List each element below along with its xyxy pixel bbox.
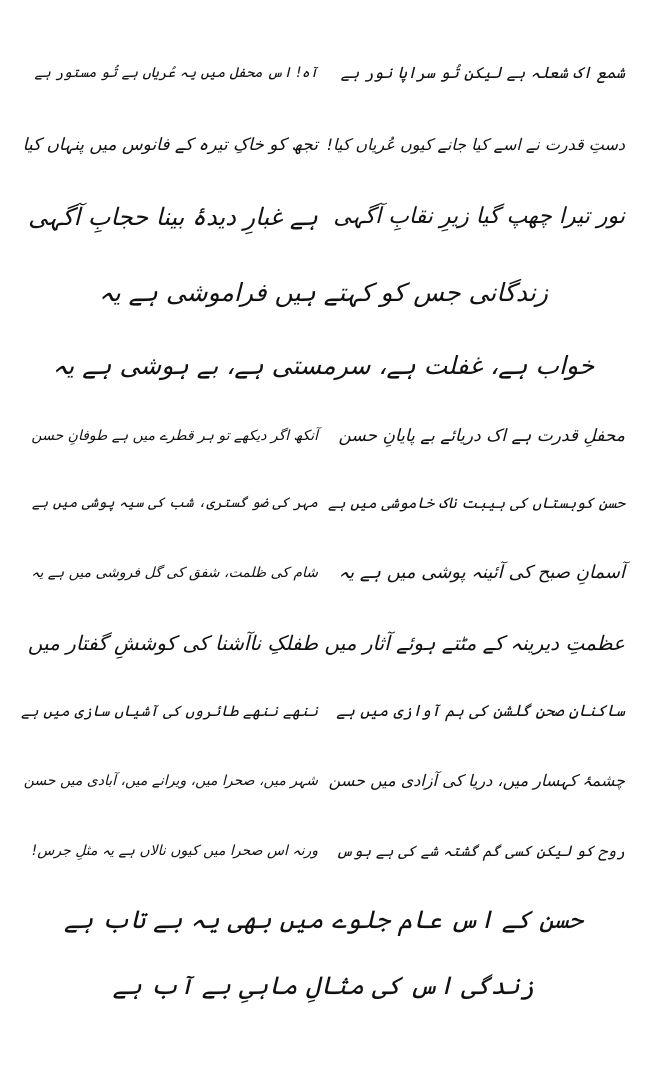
verse-line: دستِ قدرت نے اسے کیا جانے کیوں عُریاں کیا!	[326, 135, 625, 154]
verse-line: طفلکِ ناآشنا کی کوششِ گفتار میں	[27, 631, 318, 655]
verse-line: آسمانِ صبح کی آئینہ پوشی میں ہے یہ	[338, 562, 625, 583]
verse-line: ننھے ننھے طائروں کی آشیاں سازی میں ہے	[20, 702, 318, 720]
verse-line: نور تیرا چھپ گیا زیرِ نقابِ آگہی	[333, 204, 625, 229]
verse-line: آہ! اس محفل میں یہ عُریاں ہے تُو مستور ہے	[34, 65, 318, 81]
verse-line: شمع اک شعلہ ہے لیکن تُو سراپا نور ہے	[340, 63, 625, 82]
verse-line: محفلِ قدرت ہے اک دریائے بے پایانِ حسن	[338, 426, 625, 446]
verse-line: چشمۂ کہسار میں، دریا کی آزادی میں حسن	[328, 771, 625, 790]
verse-line-centered: خواب ہے، غفلت ہے، سرمستی ہے، بے ہوشی ہے یہ	[52, 351, 595, 380]
verse-line: ساکنانِ صحنِ گلشن کی ہم آوازی میں ہے	[336, 701, 625, 720]
verse-line: شام کی ظلمت، شفق کی گل فروشی میں ہے یہ	[31, 565, 318, 581]
verse-line: حسن کوہستاں کی ہیبت ناک خاموشی میں ہے	[327, 494, 625, 512]
verse-line-centered: زندگانی جس کو کہتے ہیں فراموشی ہے یہ	[99, 278, 548, 307]
verse-line: آنکھ اگر دیکھے تو ہر قطرے میں ہے طوفانِ حسن	[31, 428, 318, 444]
verse-line: ہے غبارِ دیدۂ بینا حجابِ آگہی	[28, 203, 318, 231]
verse-line: عظمتِ دیرینہ کے مٹتے ہوئے آثار میں	[324, 631, 625, 655]
verse-line: تجھ کو خاکِ تیرہ کے فانوس میں پنہاں کیا	[22, 135, 318, 155]
verse-line-centered: زندگی اس کی مثالِ ماہیِ بے آب ہے	[112, 971, 535, 1000]
verse-line: شہر میں، صحرا میں، ویرانے میں، آبادی میں حسن	[23, 773, 318, 789]
verse-line: ورنہ اس صحرا میں کیوں نالاں ہے یہ مثلِ جرس!	[31, 843, 318, 859]
verse-line-centered: حسن کے اس عام جلوے میں بھی یہ بے تاب ہے	[64, 905, 583, 934]
verse-line: روح کو لیکن کسی گم گشتہ شے کی ہے ہوس	[335, 842, 625, 860]
verse-line: مہر کی ضو گستری، شب کی سیہ پوشی میں ہے	[31, 495, 318, 511]
